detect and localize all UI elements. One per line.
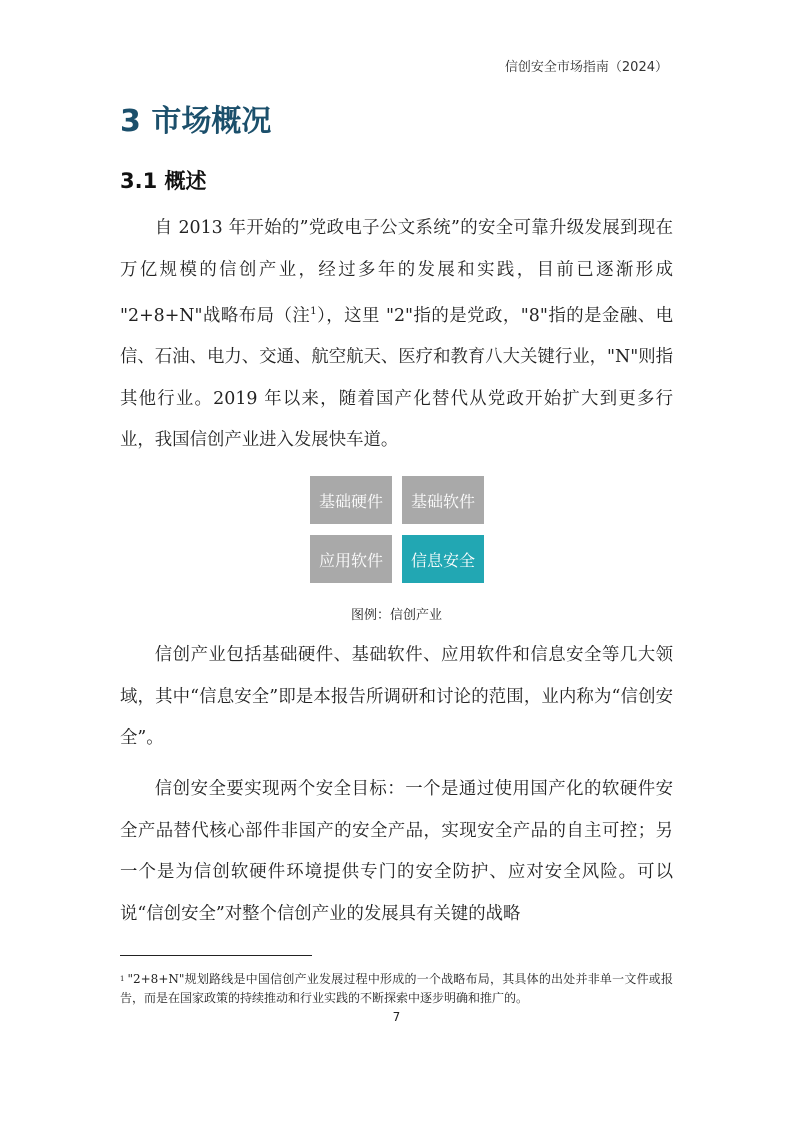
paragraph-industry-scope: 信创产业包括基础硬件、基础软件、应用软件和信息安全等几大领域，其中“信息安全”即是本报告所调研和讨论的范围，业内称为“信创安全”。	[120, 645, 673, 748]
page-number: 7	[392, 1010, 401, 1024]
paragraph-security-goals: 信创安全要实现两个安全目标：一个是通过使用国产化的软硬件安全产品替代核心部件非国产的安全产品，实现安全产品的自主可控；另一个是为信创软硬件环境提供专门的安全防护、应对安全风险。可以说“信创安全”对整个信创产业的发展具有关键的战略	[120, 779, 673, 924]
page-header-title: 信创安全市场指南（2024）	[504, 60, 668, 75]
cell-information-security: 信息安全	[402, 535, 484, 583]
footnote-mark: 1	[120, 975, 125, 983]
subsection-heading: 3.1 概述	[120, 169, 207, 193]
cell-basic-hardware: 基础硬件	[310, 476, 392, 524]
footnote-reference[interactable]: 1	[310, 306, 317, 317]
cell-application-software: 应用软件	[310, 535, 392, 583]
figure-caption: 图例：信创产业	[350, 608, 442, 623]
footnote	[120, 970, 673, 1008]
industry-diagram	[310, 476, 484, 583]
section-heading: 3 市场概况	[120, 104, 272, 139]
paragraph-intro-text: 自 2013 年开始的”党政电子公文系统”的安全可靠升级发展到现在万亿规模的信创产业，经过多年的发展和实践，目前已逐渐形成 "2+8+N"战略布局（注	[120, 218, 673, 326]
footnote-divider	[120, 955, 312, 956]
cell-basic-software: 基础软件	[402, 476, 484, 524]
footnote-text: "2+8+N"规划路线是中国信创产业发展过程中形成的一个战略布局，其具体的出处并非单一文件或报告，而是在国家政策的持续推动和行业实践的不断探索中逐步明确和推广的。	[120, 972, 673, 1005]
paragraph-intro	[120, 208, 673, 462]
paragraph-intro-text-cont: ），这里 "2"指的是党政，"8"指的是金融、电信、石油、电力、交通、航空航天、医疗和教育八大关键行业，"N"则指其他行业。2019 年以来，随着国产化替代从党政开始扩大到更多行业，我国信创产业进入发展快车道。	[120, 305, 673, 451]
